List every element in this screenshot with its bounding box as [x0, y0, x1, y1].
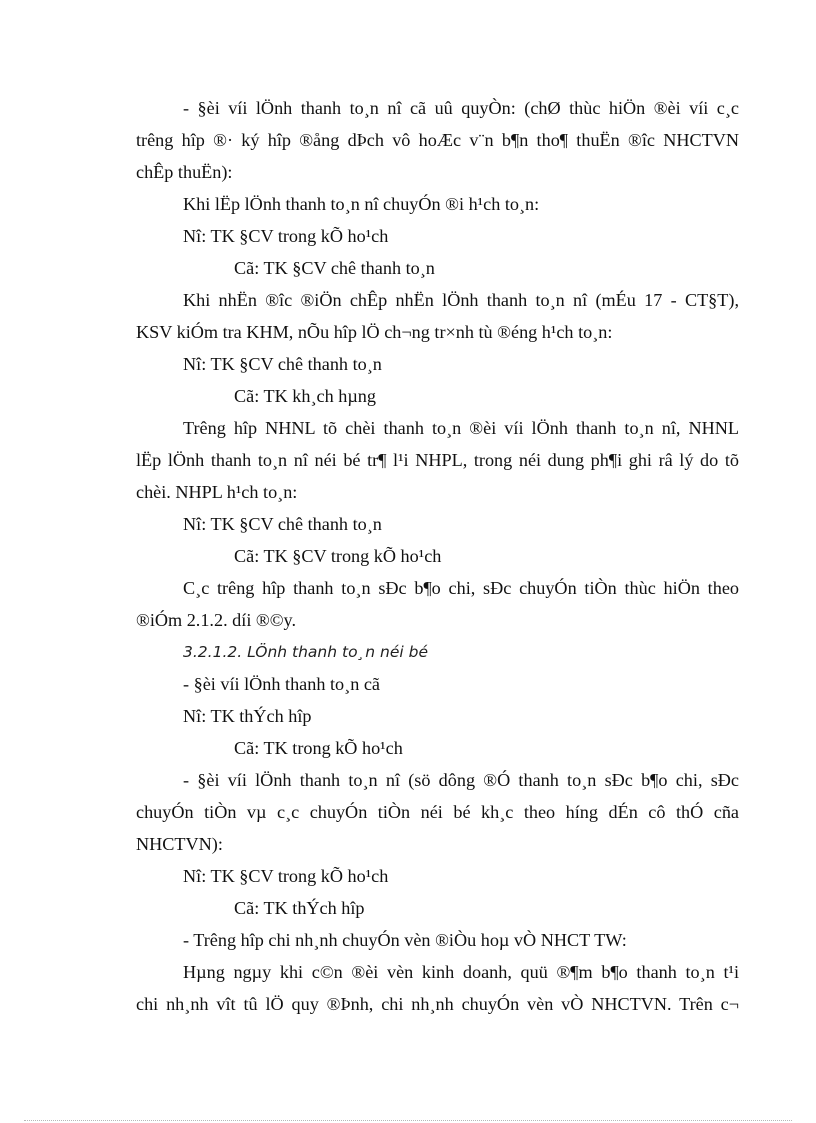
paragraph-line: lËp lÖnh thanh to¸n nî néi bé tr¶ l¹i NHPL, trong néi dung ph¶i ghi râ lý do tõ	[136, 450, 739, 470]
debit-entry: Nî: TK thÝch hîp	[183, 706, 312, 726]
debit-entry: Nî: TK §CV trong kÕ ho¹ch	[183, 866, 389, 886]
paragraph-line: chÊp thuËn):	[136, 162, 233, 182]
paragraph-line: - §èi víi lÖnh thanh to¸n cã	[183, 674, 380, 694]
paragraph-line: Khi nhËn ®îc ®iÖn chÊp nhËn lÖnh thanh to¸n nî (mÉu 17 - CT§T),	[183, 290, 739, 310]
paragraph-line: - §èi víi lÖnh thanh to¸n nî cã uû quyÒn: (chØ thùc hiÖn ®èi víi c¸c	[183, 98, 739, 118]
paragraph-line: - Trêng hîp chi nh¸nh chuyÓn vèn ®iÒu hoµ vÒ NHCT TW:	[183, 930, 627, 950]
debit-entry: Nî: TK §CV chê thanh to¸n	[183, 354, 382, 374]
paragraph-line: chi nh¸nh vît tû lÖ quy ®Þnh, chi nh¸nh chuyÓn vèn vÒ NHCTVN. Trên c¬	[136, 994, 739, 1014]
credit-entry: Cã: TK §CV trong kÕ ho¹ch	[234, 546, 442, 566]
section-heading: 3.2.1.2. LÖnh thanh to¸n néi bé	[183, 643, 429, 661]
paragraph-line: trêng hîp ®· ký hîp ®ång dÞch vô hoÆc v¨n b¶n tho¶ thuËn ®îc NHCTVN	[136, 130, 739, 150]
credit-entry: Cã: TK trong kÕ ho¹ch	[234, 738, 403, 758]
paragraph-line: Trêng hîp NHNL tõ chèi thanh to¸n ®èi víi lÖnh thanh to¸n nî, NHNL	[183, 418, 739, 438]
paragraph-line: ®iÓm 2.1.2. díi ®©y.	[136, 610, 297, 630]
paragraph-line: chèi. NHPL h¹ch to¸n:	[136, 482, 298, 502]
credit-entry: Cã: TK §CV chê thanh to¸n	[234, 258, 435, 278]
document-body	[136, 92, 739, 1020]
paragraph-line: - §èi víi lÖnh thanh to¸n nî (sö dông ®Ó thanh to¸n sÐc b¶o chi, sÐc	[183, 770, 739, 790]
paragraph-line: Khi lËp lÖnh thanh to¸n nî chuyÓn ®i h¹ch to¸n:	[183, 194, 540, 214]
credit-entry: Cã: TK thÝch hîp	[234, 898, 365, 918]
debit-entry: Nî: TK §CV chê thanh to¸n	[183, 514, 382, 534]
paragraph-line: Hµng ngµy khi c©n ®èi vèn kinh doanh, quü ®¶m b¶o thanh to¸n t¹i	[183, 962, 739, 982]
page-bottom-divider	[24, 1120, 792, 1121]
debit-entry: Nî: TK §CV trong kÕ ho¹ch	[183, 226, 389, 246]
credit-entry: Cã: TK kh¸ch hµng	[234, 386, 376, 406]
paragraph-line: chuyÓn tiÒn vµ c¸c chuyÓn tiÒn néi bé kh¸c theo híng dÉn cô thÓ cña	[136, 802, 739, 822]
paragraph-line: KSV kiÓm tra KHM, nÕu hîp lÖ ch¬ng tr×nh tù ®éng h¹ch to¸n:	[136, 322, 613, 342]
paragraph-line: C¸c trêng hîp thanh to¸n sÐc b¶o chi, sÐc chuyÓn tiÒn thùc hiÖn theo	[183, 578, 739, 598]
paragraph-line: NHCTVN):	[136, 834, 223, 854]
